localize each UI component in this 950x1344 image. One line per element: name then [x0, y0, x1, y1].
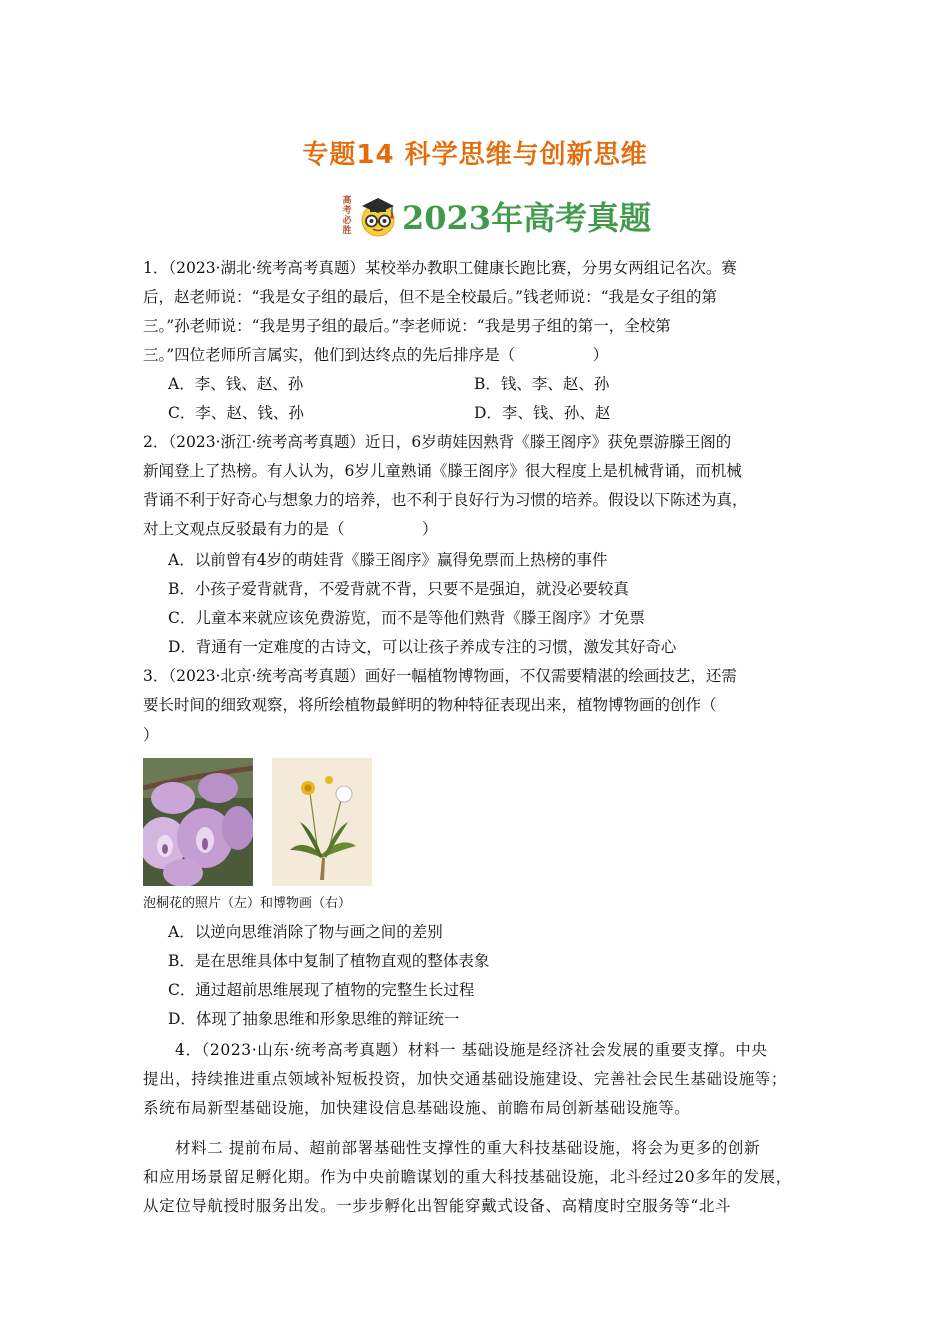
q1-option-c: C．李、赵、钱、孙: [168, 404, 304, 422]
q1-option-b: B．钱、李、赵、孙: [474, 375, 610, 393]
section-banner: [340, 192, 651, 240]
q3-option-d: D．体现了抽象思维和形象思维的辩证统一: [168, 1010, 460, 1028]
q2-option-a: A．以前曾有4岁的萌娃背《滕王阁序》赢得免票而上热榜的事件: [168, 551, 608, 569]
q3-option-c: C．通过超前思维展现了植物的完整生长过程: [168, 981, 475, 999]
paulownia-photo: [143, 758, 253, 886]
q2-line: 新闻登上了热榜。有人认为，6岁儿童熟诵《滕王阁序》很大程度上是机械背诵，而机械: [143, 462, 742, 480]
q1-line: 后，赵老师说：“我是女子组的最后，但不是全校最后。”钱老师说：“我是女子组的第: [143, 288, 718, 306]
mascot-icon: [356, 194, 400, 238]
q4-line: 提出，持续推进重点领域补短板投资，加快交通基础设施建设、完善社会民生基础设施等；: [143, 1070, 788, 1088]
q2-option-b: B．小孩子爱背就背，不爱背就不背，只要不是强迫，就没必要较真: [168, 580, 629, 598]
q2-option-c: C．儿童本来就应该免费游览，而不是等他们熟背《滕王阁序》才免票: [168, 609, 645, 627]
q1-line: 三。”孙老师说：“我是男子组的最后。”李老师说：“我是男子组的第一，全校第: [143, 317, 671, 335]
q1-line: 1．（2023·湖北·统考高考真题）某校举办教职工健康长跑比赛，分男女两组记名次。赛: [143, 259, 737, 277]
q3-line: 要长时间的细致观察，将所绘植物最鲜明的物种特征表现出来，植物博物画的创作（: [143, 696, 717, 714]
q2-line: 对上文观点反驳最有力的是（ ）: [143, 520, 438, 538]
q4-line: 4．（2023·山东·统考高考真题）材料一 基础设施是经济社会发展的重要支撑。中央: [175, 1041, 768, 1059]
q1-option-d: D．李、钱、孙、赵: [474, 404, 611, 422]
q3-option-b: B．是在思维具体中复制了植物直观的整体表象: [168, 952, 490, 970]
q2-option-d: D．背通有一定难度的古诗文，可以让孩子养成专注的习惯，激发其好奇心: [168, 638, 677, 656]
botanical-illustration: [272, 758, 372, 886]
q2-line: 背诵不利于好奇心与想象力的培养，也不利于良好行为习惯的培养。假设以下陈述为真，: [143, 491, 748, 509]
badge-text: 高 考 必 胜: [342, 196, 352, 236]
q4-line: 和应用场景留足孵化期。作为中央前瞻谋划的重大科技基础设施，北斗经过20多年的发展，: [143, 1168, 792, 1186]
q3-line: ）: [143, 726, 159, 744]
q1-option-a: A．李、钱、赵、孙: [168, 375, 304, 393]
q1-line: 三。”四位老师所言属实，他们到达终点的先后排序是（ ）: [143, 346, 609, 364]
page-title: 专题14 科学思维与创新思维: [302, 140, 648, 170]
q2-line: 2．（2023·浙江·统考高考真题）近日，6岁萌娃因熟背《滕王阁序》获免票游滕王阁的: [143, 433, 732, 451]
q3-option-a: A．以逆向思维消除了物与画之间的差别: [168, 923, 443, 941]
q4-line: 材料二 提前布局、超前部署基础性支撑性的重大科技基础设施，将会为更多的创新: [175, 1139, 761, 1157]
q3-line: 3．（2023·北京·统考高考真题）画好一幅植物博物画，不仅需要精湛的绘画技艺，还需: [143, 667, 737, 685]
q4-line: 从定位导航授时服务出发。一步步孵化出智能穿戴式设备、高精度时空服务等“北斗: [143, 1197, 732, 1215]
image-caption: 泡桐花的照片（左）和博物画（右）: [143, 896, 352, 911]
q4-line: 系统布局新型基础设施，加快建设信息基础设施、前瞻布局创新基础设施等。: [143, 1099, 691, 1117]
banner-title: 2023年高考真题: [402, 199, 652, 237]
